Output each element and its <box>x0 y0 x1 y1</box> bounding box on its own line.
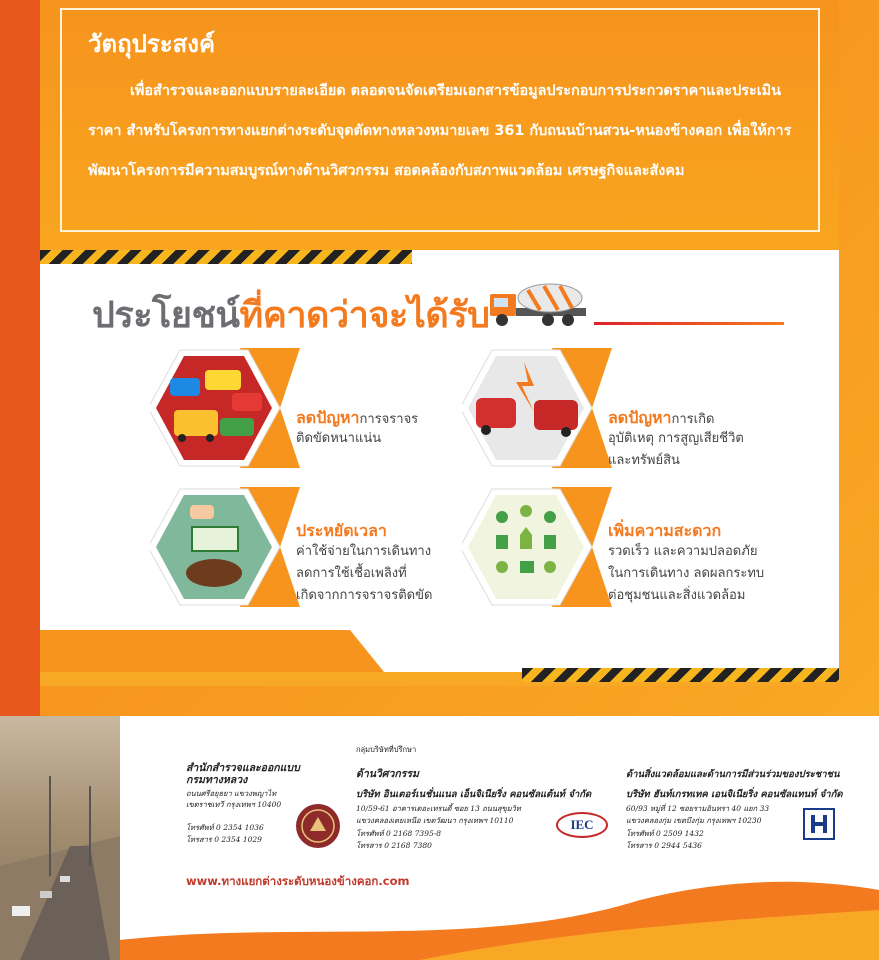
objective-box <box>60 8 820 232</box>
money-icon <box>150 487 300 607</box>
engineering-address-line2: แขวงคลองเตยเหนือ เขตวัฒนา กรุงเทพฯ 10110 <box>356 816 514 825</box>
benefit-item-time <box>150 487 470 607</box>
org-fax: โทรสาร 0 2354 1029 <box>186 835 262 844</box>
environment-tel: โทรศัพท์ 0 2509 1432 <box>626 829 704 838</box>
benefit-text-line3: ในการเดินทาง ลดผลกระทบ <box>608 566 765 581</box>
concrete-mixer-truck-icon <box>488 280 590 328</box>
environment-address-line1: 60/93 หมู่ที่ 12 ซอยรามอินทรา 40 แยก 33 <box>626 804 770 813</box>
benefit-item-traffic <box>150 348 470 468</box>
benefits-title-part2: ที่คาดว่าจะได้รับ <box>239 295 490 336</box>
benefit-heading: เพิ่มความสะดวก <box>608 521 722 540</box>
car-crash-icon <box>462 348 612 468</box>
org-name-line2: กรมทางหลวง <box>186 774 248 786</box>
engineering-address-line1: 10/59-61 อาคารเดอะเทรนดี้ ซอย 13 ถนนสุขุมวิท <box>356 804 521 813</box>
engineering-company: บริษัท อินเตอร์เนชั่นแนล เอ็นจิเนียริ่ง คอนซัลแต้นท์ จำกัด <box>356 789 592 800</box>
benefits-title <box>92 286 489 343</box>
org-name-line1: สำนักสำรวจและออกแบบ <box>186 762 300 774</box>
benefit-text: ติดขัดหนาแน่น <box>296 431 382 446</box>
org-address-line1: ถนนศรีอยุธยา แขวงพญาไท <box>186 789 277 798</box>
highway-photo <box>0 716 120 960</box>
org-address-line2: เขตราชเทวี กรุงเทพฯ 10400 <box>186 800 282 809</box>
eco-icon <box>462 487 612 607</box>
department-of-highways-seal-icon <box>295 803 341 849</box>
hazard-stripe-bottom <box>522 668 839 682</box>
engineering-fax: โทรสาร 0 2168 7380 <box>356 841 432 850</box>
benefit-item-convenience <box>462 487 782 607</box>
environment-address-line2: แขวงคลองกุ่ม เขตบึงกุ่ม กรุงเทพฯ 10230 <box>626 816 762 825</box>
objective-text: เพื่อสำรวจและออกแบบรายละเอียด ตลอดจนจัดเตรียมเอกสารข้อมูลประกอบการประกวดราคาและประเมินราคา สำหรับโครงการทางแยกต่างระดับจุดตัดทางหลวงหมายเลข 361 กับถนนบ้านสวน-หนองข้างคอก เพื่อให้การพัฒนาโครงการมีความสมบูรณ์ทางด้านวิศวกรรม สอดคล้องกับสภาพแวดล้อม เศรษฐกิจและสังคม <box>88 83 792 179</box>
benefit-heading: ประหยัดเวลา <box>296 521 387 540</box>
objective-title: วัตถุประสงค์ <box>88 30 216 58</box>
benefit-text-line4: ต่อชุมชนและสิ่งแวดล้อม <box>608 588 746 603</box>
benefits-title-part1: ประโยชน์ <box>92 295 240 336</box>
benefit-text-line4: เกิดจากการจราจรติดขัด <box>296 588 433 603</box>
benefit-text-line2: ค่าใช้จ่ายในการเดินทาง <box>296 544 432 559</box>
traffic-jam-icon <box>150 348 300 468</box>
website-link[interactable]: www.ทางแยกต่างระดับหนองข้างคอก.com <box>186 874 410 888</box>
hunt-logo-icon <box>803 808 835 840</box>
engineering-tel: โทรศัพท์ 0 2168 7395-8 <box>356 829 442 838</box>
iec-logo: IEC <box>556 812 608 838</box>
hazard-stripe-top <box>40 250 412 264</box>
environment-fax: โทรสาร 0 2944 5436 <box>626 841 702 850</box>
org-tel: โทรศัพท์ 0 2354 1036 <box>186 823 264 832</box>
benefit-heading-strong: ลดปัญหา <box>296 408 360 427</box>
benefit-heading-rest: การจราจร <box>359 412 419 427</box>
benefit-text-line3: ลดการใช้เชื้อเพลิงที่ <box>296 566 407 581</box>
engineering-label: ด้านวิศวกรรม <box>356 768 419 780</box>
benefit-item-accident <box>462 348 782 468</box>
title-underline <box>594 322 784 325</box>
benefit-text-line2: รวดเร็ว และความปลอดภัย <box>608 544 758 559</box>
environment-company: บริษัท ฮันท์เกรทเทค เอนจิเนียริ่ง คอนซัลแทนท์ จำกัด <box>626 789 843 800</box>
benefit-text-line3: และทรัพย์สิน <box>608 453 680 468</box>
consultant-group-label: กลุ่มบริษัทที่ปรึกษา <box>356 745 417 754</box>
benefit-heading-rest: การเกิด <box>671 412 715 427</box>
benefit-heading-strong: ลดปัญหา <box>608 408 672 427</box>
footer-wave <box>120 880 879 960</box>
environment-label: ด้านสิ่งแวดล้อมและด้านการมีส่วนร่วมของประชาชน <box>626 769 840 780</box>
left-edge-band <box>0 0 40 720</box>
benefit-text-line2: อุบัติเหตุ การสูญเสียชีวิต <box>608 431 744 446</box>
